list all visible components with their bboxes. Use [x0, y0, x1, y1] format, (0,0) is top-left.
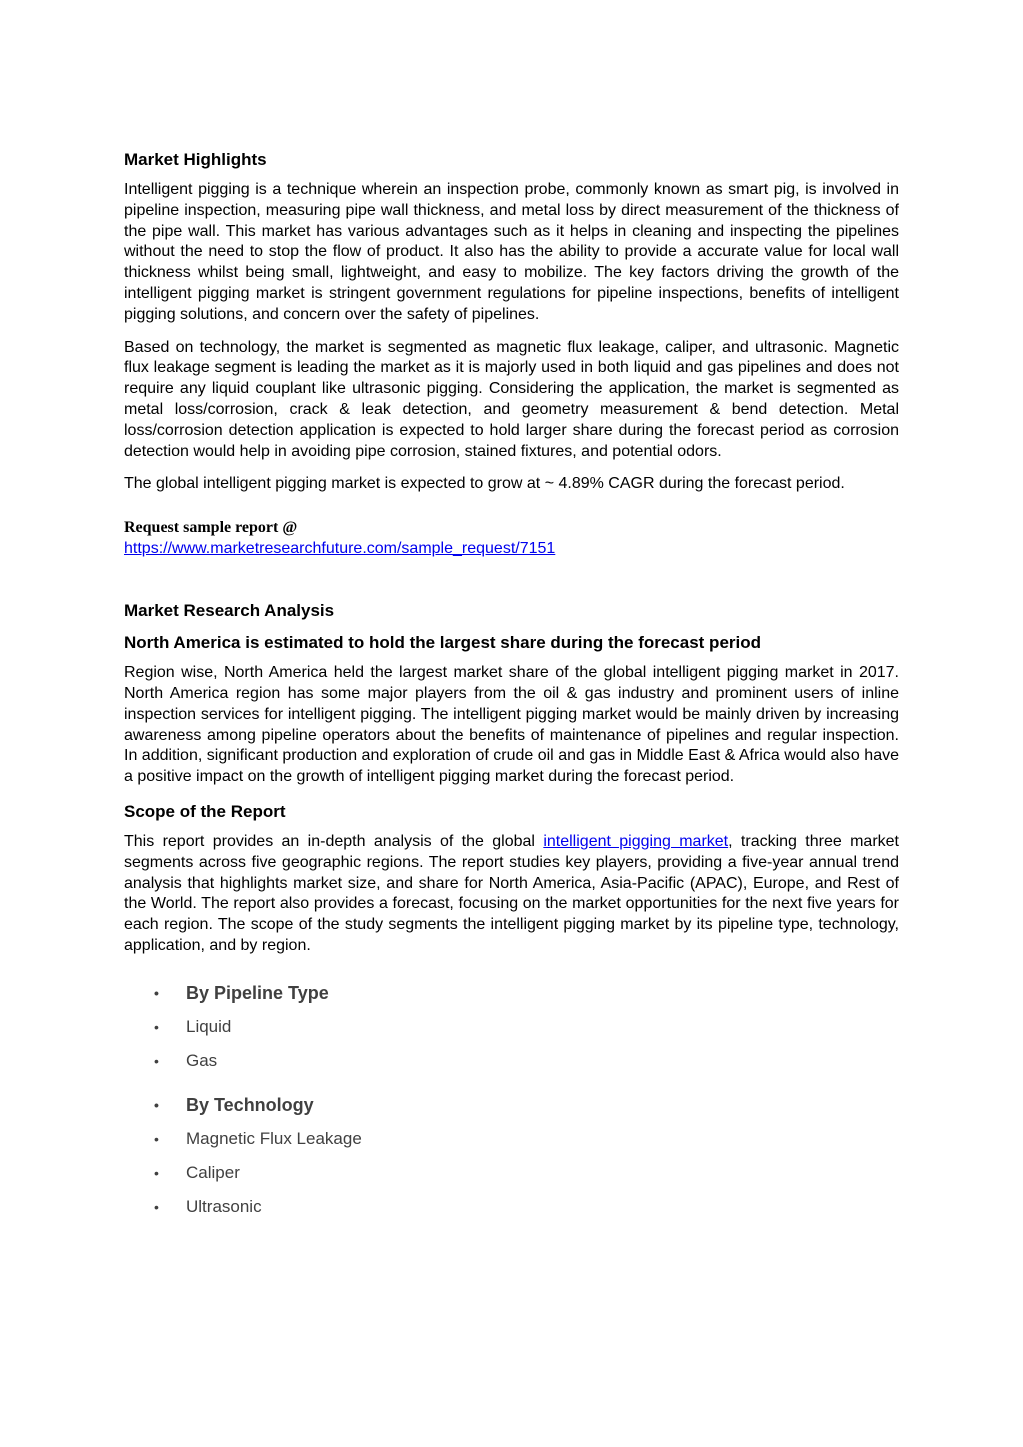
- list-item: • Gas: [124, 1049, 899, 1073]
- request-sample-label: Request sample report @: [124, 519, 298, 537]
- sample-request-link[interactable]: https://www.marketresearchfuture.com/sample_request/7151: [124, 540, 556, 558]
- north-america-subheading: North America is estimated to hold the largest share during the forecast period: [124, 633, 762, 653]
- highlights-paragraph-1: Intelligent pigging is a technique wherein an inspection probe, commonly known as smart pig, is involved in pipeline inspection, measuring pipe wall thickness, and metal loss by direct measurement of the thickness of the pipe wall. This market has various advantages such as it helps in cleaning and inspecting the pipelines without the need to stop the flow of product. It also has the ability to provide a accurate value for local wall thickness whilst being small, lightweight, and easy to mobilize. The key factors driving the growth of the intelligent pigging market is stringent government regulations for pipeline inspections, benefits of intelligent pigging solutions, and concern over the safety of pipelines.: [124, 181, 899, 323]
- scope-paragraph: [124, 832, 899, 957]
- list-item: • Magnetic Flux Leakage: [124, 1127, 899, 1151]
- market-highlights-heading: Market Highlights: [124, 150, 267, 169]
- segment-lists: [124, 981, 899, 1219]
- technology-list: [124, 1093, 899, 1219]
- scope-text-after: , tracking three market segments across five geographic regions. The report studies key players, providing a five-year annual trend analysis that highlights market size, and share for North America, Asia-Pacific (APAC), Europe, and Rest of the World. The report also provides a forecast, focusing on the market opportunities for the next five years for each region. The scope of the study segments the intelligent pigging market by its pipeline type, technology, application, and by region.: [124, 832, 899, 954]
- scope-text-before: This report provides an in-depth analysis of the global: [124, 832, 544, 850]
- scope-heading: Scope of the Report: [124, 801, 286, 821]
- analysis-paragraph: Region wise, North America held the largest market share of the global intelligent pigging market in 2017. North America region has some major players from the oil & gas industry and prominent users of inline inspection services for intelligent pigging. The intelligent pigging market would be mainly driven by increasing awareness among pipeline operators about the benefits of maintenance of pipelines and regular inspection. In addition, significant production and exploration of crude oil and gas in Middle East & Africa would also have a positive impact on the growth of intelligent pigging market during the forecast period.: [124, 664, 899, 786]
- pipeline-type-list: [124, 981, 899, 1073]
- pipeline-type-heading: • By Pipeline Type: [124, 981, 899, 1005]
- highlights-paragraph-3: The global intelligent pigging market is expected to grow at ~ 4.89% CAGR during the forecast period.: [124, 475, 845, 493]
- request-sample-block: [124, 517, 899, 559]
- list-item: • Liquid: [124, 1015, 899, 1039]
- technology-heading: • By Technology: [124, 1093, 899, 1117]
- highlights-paragraph-2: Based on technology, the market is segmented as magnetic flux leakage, caliper, and ultrasonic. Magnetic flux leakage segment is leading the market as it is majorly used in both liquid and gas pipelines and does not require any liquid couplant like ultrasonic pigging. Considering the application, the market is segmented as metal loss/corrosion, crack & leak detection, and geometry measurement & bend detection. Metal loss/corrosion detection application is expected to hold larger share during the forecast period as corrosion detection would help in avoiding pipe corrosion, stained fixtures, and potential odors.: [124, 338, 899, 460]
- list-item: • Caliper: [124, 1161, 899, 1185]
- market-research-analysis-heading: Market Research Analysis: [124, 601, 335, 621]
- document-page: [124, 148, 899, 1229]
- list-item: • Ultrasonic: [124, 1195, 899, 1219]
- intelligent-pigging-market-link[interactable]: intelligent pigging market: [543, 832, 729, 850]
